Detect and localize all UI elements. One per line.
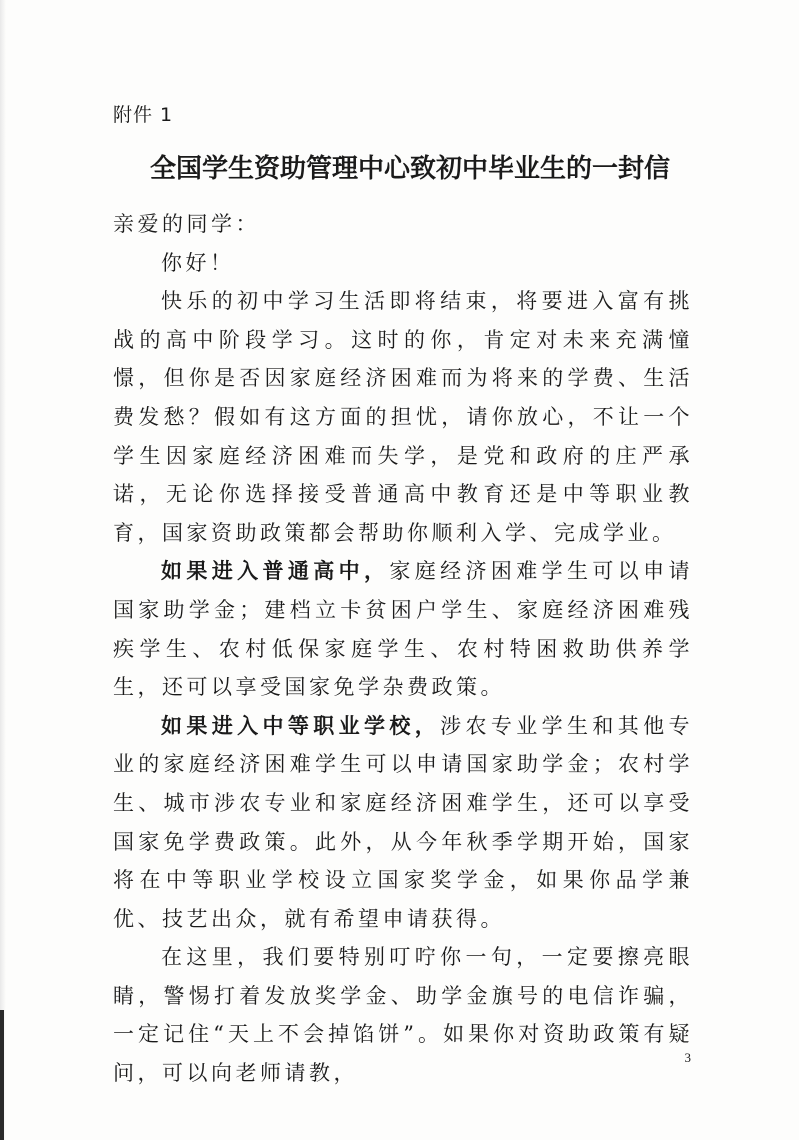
paragraph-vocational-lead: 如果进入中等职业学校， [161,712,441,738]
salutation: 亲爱的同学： [113,212,260,236]
page-number: 3 [684,1050,691,1065]
paragraph-vocational [113,707,693,939]
paragraph-fraud-warning: 在这里，我们要特别叮咛你一句，一定要擦亮眼睛，警惕打着发放奖学金、助学金旗号的电信诈骗，一定记住“天上不会掉馅饼”。如果你对资助政策有疑问，可以向老师请教， [113,945,693,1086]
paragraph-high-school [113,552,693,706]
letter-title: 全国学生资助管理中心致初中毕业生的一封信 [150,154,671,184]
scan-left-edge [0,0,6,1140]
greeting: 你好！ [161,250,235,275]
letter-body [113,205,693,1093]
scan-edge-mark [0,1010,4,1140]
paragraph-vocational-text: 涉农专业学生和其他专业的家庭经济困难学生可以申请国家助学金；农村学生、城市涉农专业和家庭经济困难学生，还可以享受国家免学费政策。此外，从今年秋季学期开始，国家将在中等职业学校设立国家奖学金，如果你品学兼优、技艺出众，就有希望申请获得。 [113,713,693,931]
attachment-label: 附件 1 [113,104,174,126]
paragraph-high-school-text: 家庭经济困难学生可以申请国家助学金；建档立卡贫困户学生、家庭经济困难残疾学生、农村低保家庭学生、农村特困救助供养学生，还可以享受国家免学杂费政策。 [113,559,693,700]
paragraph-intro: 快乐的初中学习生活即将结束，将要进入富有挑战的高中阶段学习。这时的你，肯定对未来充满憧憬，但你是否因家庭经济困难而为将来的学费、生活费发愁？假如有这方面的担忧，请你放心，不让一个学生因家庭经济困难而失学，是党和政府的庄严承诺，无论你选择接受普通高中教育还是中等职业教育，国家资助政策都会帮助你顺利入学、完成学业。 [113,289,693,545]
paragraph-high-school-lead: 如果进入普通高中， [161,558,390,584]
